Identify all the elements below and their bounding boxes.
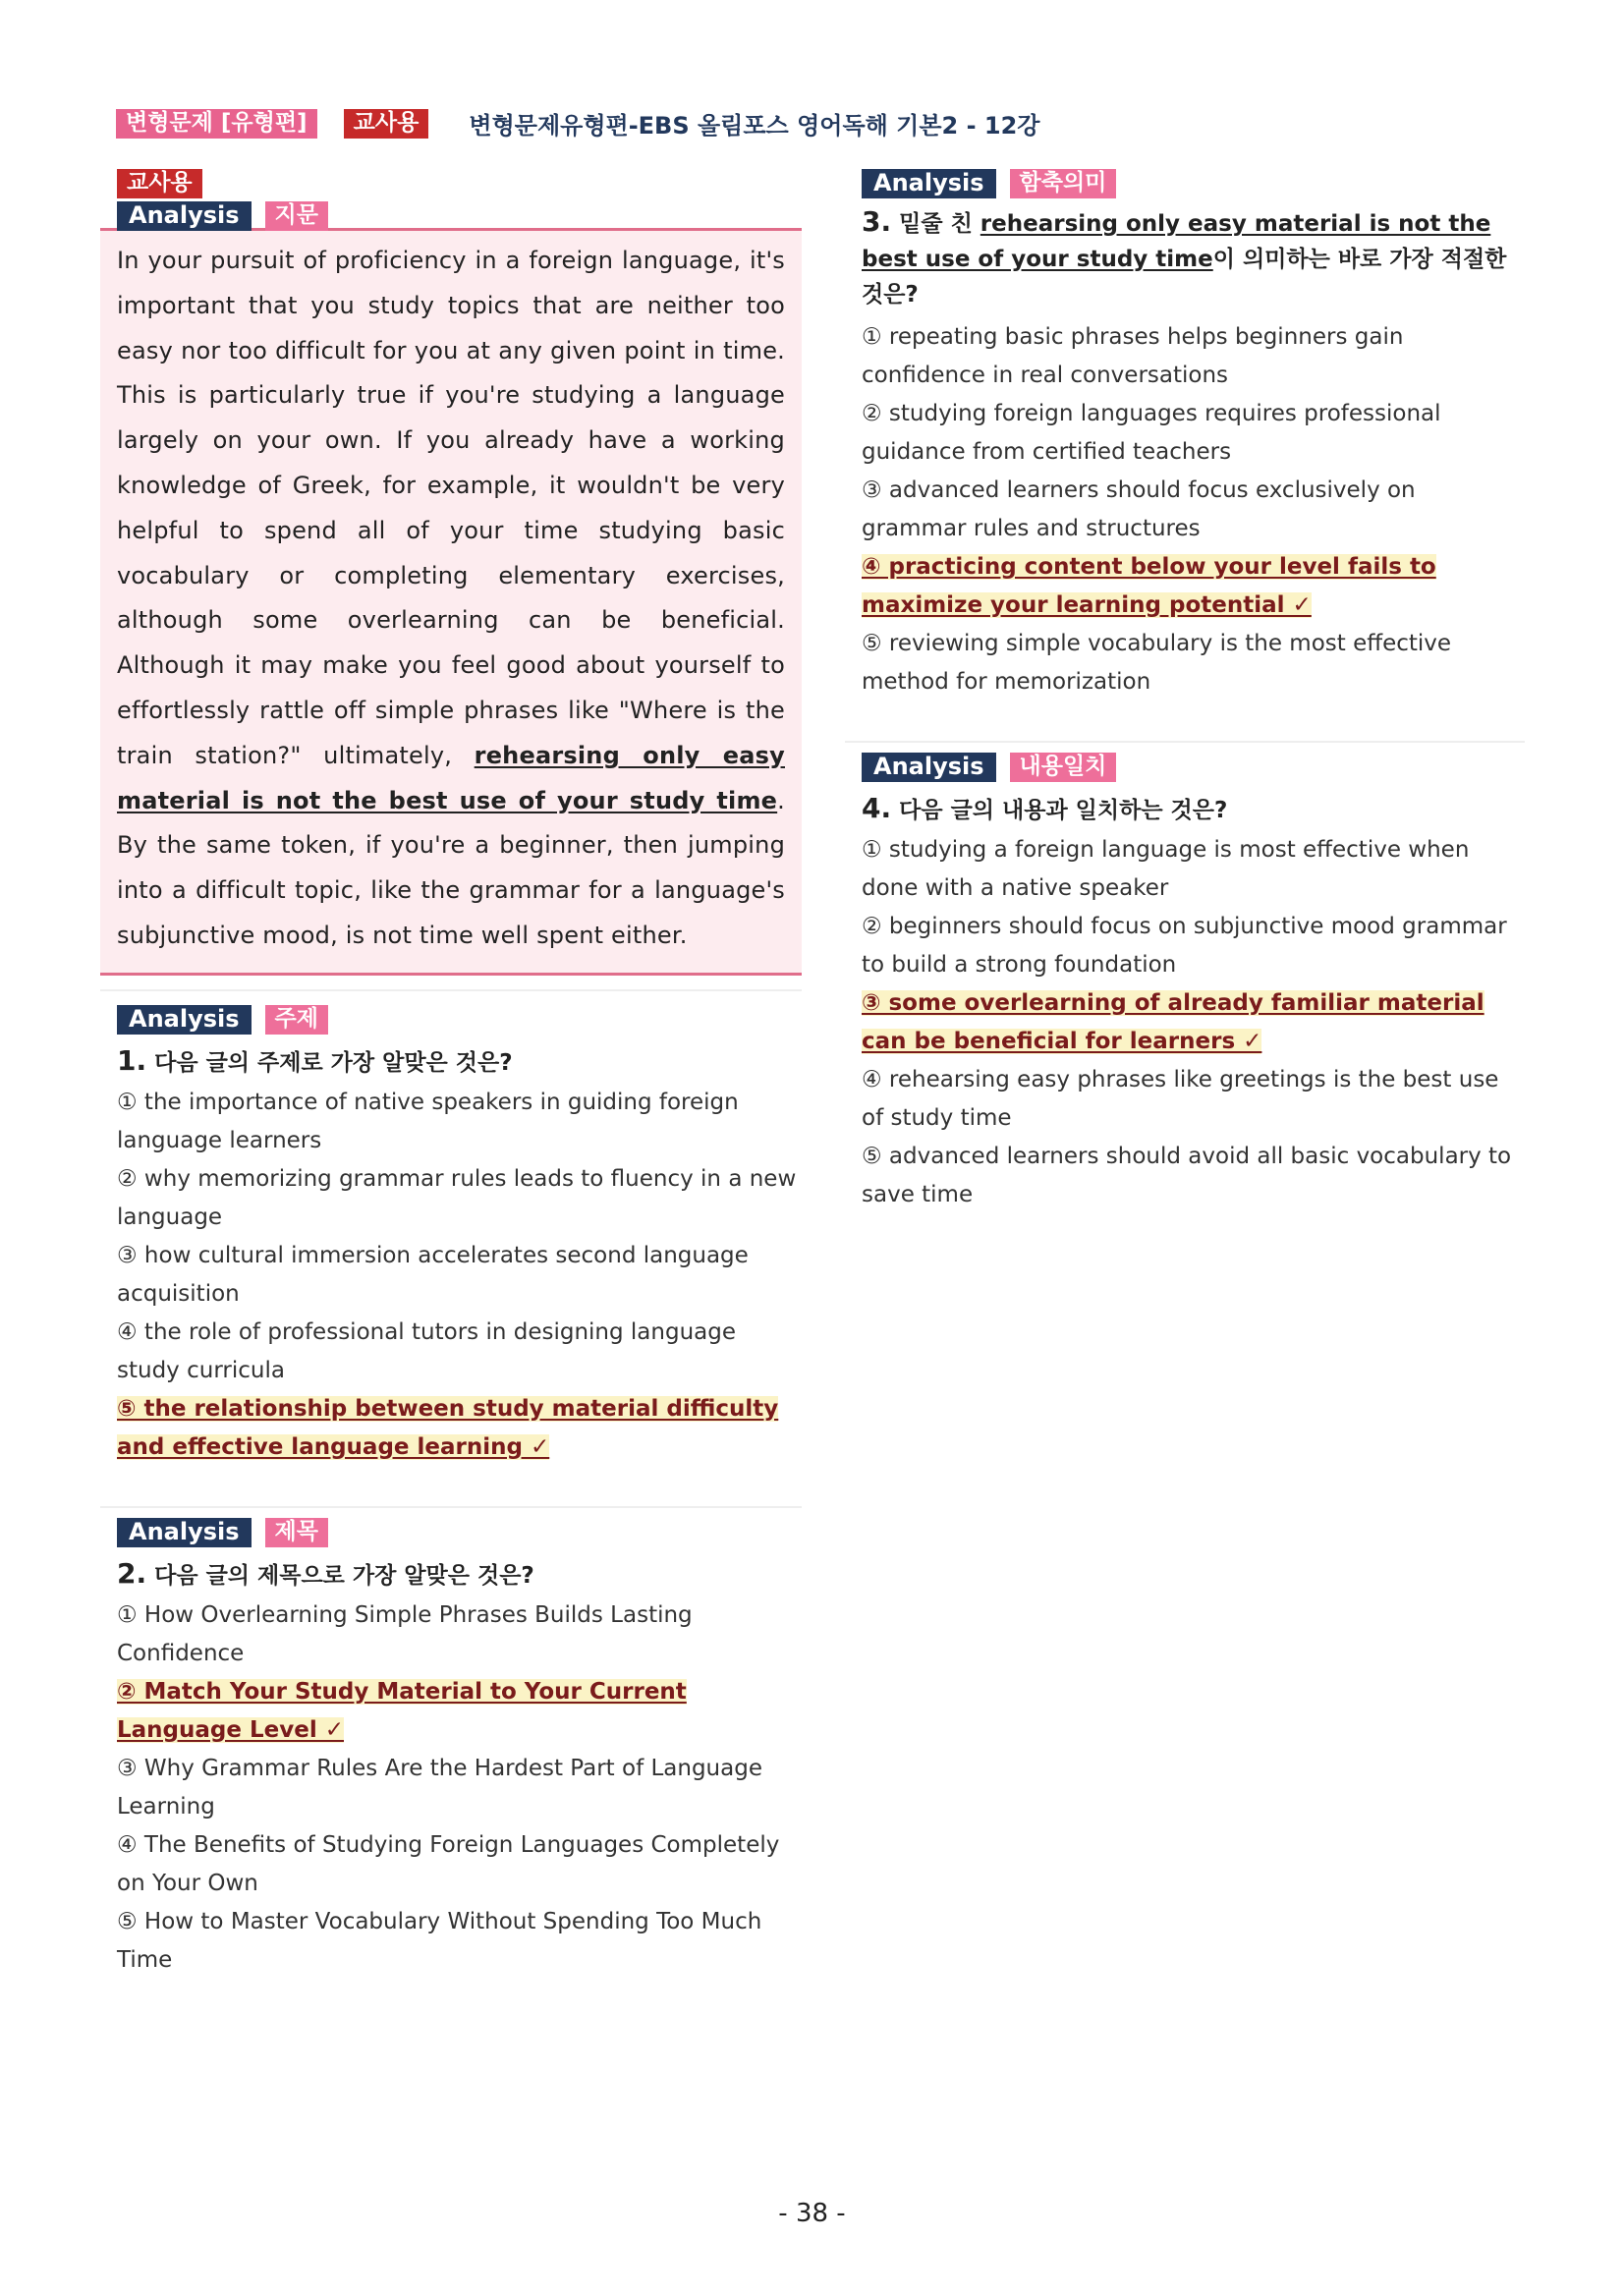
q3-option-5: ⑤ reviewing simple vocabulary is the most effective method for memorization [862,631,1452,695]
passage-tag-row [117,201,802,228]
q3-option-2: ② studying foreign languages requires professional guidance from certified teachers [862,401,1441,465]
teacher-edition-tag: 교사용 [344,109,429,139]
q1-question-text: 다음 글의 주제로 가장 알맞은 것은? [154,1049,513,1076]
q3-option-1: ① repeating basic phrases helps beginners gain confidence in real conversations [862,324,1404,388]
teacher-tag: 교사용 [117,169,202,198]
q1-option-3: ③ how cultural immersion accelerates second language acquisition [117,1242,749,1307]
q2-option-3: ③ Why Grammar Rules Are the Hardest Part of Language Learning [117,1755,762,1820]
analysis-badge: Analysis [862,169,996,198]
q3-answer-text: ④ practicing content below your level fails to maximize your learning potential ✓ [862,554,1436,618]
q4-option-1: ① studying a foreign language is most effective when done with a native speaker [862,837,1470,901]
q3-tag-row [862,169,1525,198]
q4-question-text: 다음 글의 내용과 일치하는 것은? [899,798,1228,823]
teacher-tag-row [117,169,802,201]
q4-option-4: ④ rehearsing easy phrases like greetings is the best use of study time [862,1067,1499,1131]
content-match-tag: 내용일치 [1010,753,1117,782]
q3-question-suffix: 이 의미하는 바로 가장 적절한 것은? [862,247,1507,308]
right-column [845,169,1525,1214]
q2-options [117,1596,802,1980]
analysis-badge: Analysis [117,201,252,231]
question-3 [845,169,1525,701]
passage-text-before: In your pursuit of proficiency in a foreign language, it's important that you study topics that are neither too easy nor too difficult for you at any given point in time. This is particularly true if you're studying a language largely on your own. If you already have a working knowledge of Greek, for example, it wouldn't be very helpful to spend all of your time studying basic vocabulary or completing elementary exercises, although some overlearning can be beneficial. Although it may make you feel good about yourself to effortlessly rattle off simple phrases like "Where is the train station?" ultimately, [117,247,785,769]
passage-tag: 지문 [265,201,328,231]
analysis-badge: Analysis [862,753,996,782]
q4-option-3-answer [862,984,1525,1061]
q1-options [117,1084,802,1467]
q3-options [862,318,1525,701]
q1-option-2: ② why memorizing grammar rules leads to fluency in a new language [117,1165,797,1230]
q1-option-5-answer [117,1390,802,1467]
question-2 [100,1518,802,1980]
q2-question [117,1556,802,1591]
q2-answer-text: ② Match Your Study Material to Your Current Language Level ✓ [117,1678,687,1743]
left-column [100,169,802,1980]
passage-underlined-phrase: rehearsing only easy material is not the best use of your study time [117,741,785,814]
q4-option-5: ⑤ advanced learners should avoid all basic vocabulary to save time [862,1144,1512,1207]
q2-option-4: ④ The Benefits of Studying Foreign Languages Completely on Your Own [117,1831,780,1896]
document-title: 변형문제유형편-EBS 올림포스 영어독해 기본2 - 12강 [469,112,1040,140]
q4-tag-row [862,753,1525,784]
q3-question-prefix: 밑줄 친 [899,211,980,237]
analysis-badge: Analysis [117,1518,252,1547]
q1-answer-text: ⑤ the relationship between study material difficulty and effective language learning ✓ [117,1395,779,1460]
q2-option-2-answer [117,1673,802,1750]
q2-option-1: ① How Overlearning Simple Phrases Builds Lasting Confidence [117,1601,693,1666]
q4-option-2: ② beginners should focus on subjunctive mood grammar to build a strong foundation [862,914,1507,978]
passage-box [100,228,802,976]
page-number: - 38 - [778,2199,846,2228]
variant-type-tag: 변형문제 [유형편] [116,109,317,139]
q1-option-1: ① the importance of native speakers in guiding foreign language learners [117,1089,739,1153]
q3-option-4-answer [862,548,1525,625]
q1-number: 1. [117,1043,147,1077]
document-header [116,106,1511,140]
q4-question [862,794,1525,825]
q1-tag-row [117,1005,802,1036]
q2-question-text: 다음 글의 제목으로 가장 알맞은 것은? [154,1562,534,1589]
q1-question [117,1043,802,1078]
q3-question [862,204,1525,312]
passage-text [117,239,785,959]
q3-underlined-phrase: rehearsing only easy material is not the best use of your study time [862,211,1491,272]
q1-option-4: ④ the role of professional tutors in designing language study curricula [117,1318,736,1383]
topic-tag: 주제 [265,1005,328,1035]
q2-number: 2. [117,1556,147,1590]
implication-tag: 함축의미 [1010,169,1117,198]
title-tag: 제목 [265,1518,328,1547]
passage-text-after: . By the same token, if you're a beginner, then jumping into a difficult topic, like the grammar for a language's subjunctive mood, is not time well spent either. [117,786,785,949]
analysis-badge: Analysis [117,1005,252,1035]
q3-number: 3. [862,205,892,238]
question-1 [100,1005,802,1467]
q2-option-5: ⑤ How to Master Vocabulary Without Spending Too Much Time [117,1908,762,1973]
q4-number: 4. [862,792,892,824]
q2-tag-row [117,1518,802,1549]
q4-answer-text: ③ some overlearning of already familiar material can be beneficial for learners ✓ [862,990,1484,1054]
q4-options [862,831,1525,1214]
q3-option-3: ③ advanced learners should focus exclusively on grammar rules and structures [862,477,1416,541]
question-4 [845,753,1525,1214]
